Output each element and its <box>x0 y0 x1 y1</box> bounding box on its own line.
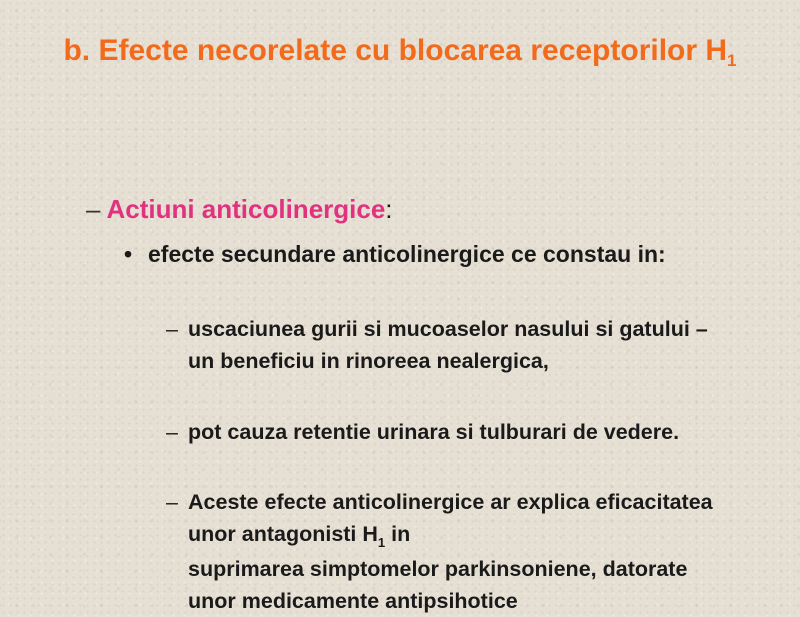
bullet-text: efecte secundare anticolinergice ce constau in: <box>148 241 666 267</box>
bullet-marker: • <box>124 241 133 267</box>
slide-title <box>0 30 800 72</box>
sub-item <box>166 486 726 617</box>
sub-item-text <box>166 486 726 617</box>
level1-heading: Actiuni anticolinergice <box>106 194 386 224</box>
sub-item-text-part: Aceste efecte anticolinergice ar explica eficacitatea unor antagonisti H <box>188 490 713 546</box>
sub-item-text: pot cauza retentie urinara si tulburari de vedere. <box>188 420 680 444</box>
sub-item <box>166 416 726 448</box>
dash-marker: – <box>166 420 178 444</box>
bullet-item <box>124 238 684 271</box>
sub-item-text-part: suprimarea simptomelor parkinsoniene, datorate unor medicamente antipsihotice <box>188 557 688 613</box>
sub-item-text-part: in <box>385 522 411 546</box>
slide-title-text: b. Efecte necorelate cu blocarea receptorilor H <box>63 34 728 67</box>
slide-title-subscript: 1 <box>727 51 737 70</box>
subscript: 1 <box>377 535 386 550</box>
dash-marker: – <box>86 194 101 224</box>
sub-item <box>166 313 726 377</box>
sub-item-text: uscaciunea gurii si mucoaselor nasului si gatului – un beneficiu in rinoreea nealergica, <box>188 317 708 373</box>
level1-heading-row <box>86 194 393 225</box>
dash-marker: – <box>166 490 178 514</box>
dash-marker: – <box>166 317 178 341</box>
heading-colon: : <box>385 194 393 224</box>
